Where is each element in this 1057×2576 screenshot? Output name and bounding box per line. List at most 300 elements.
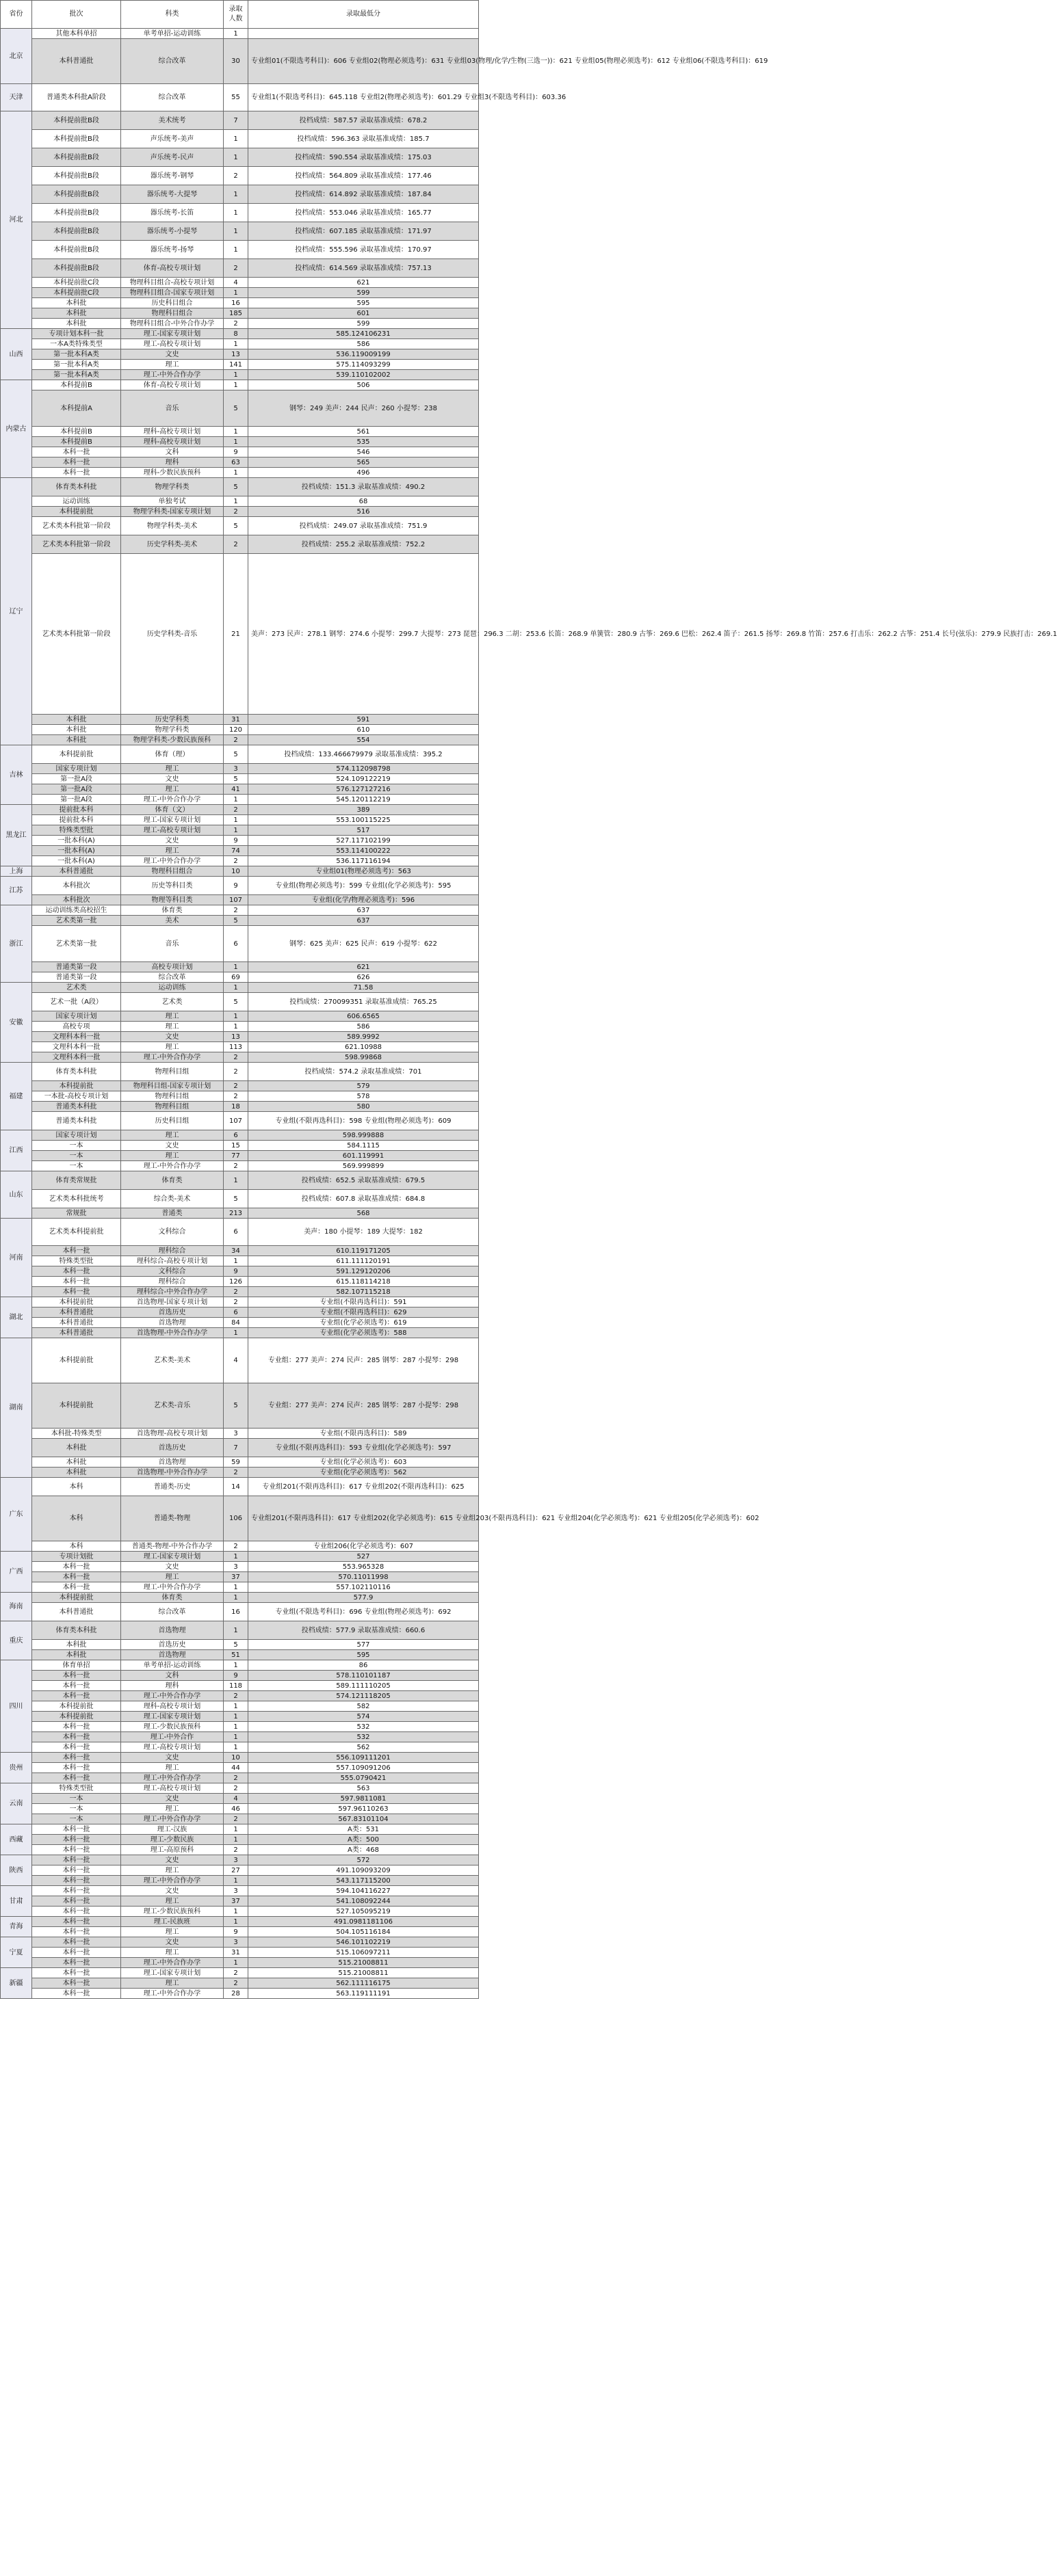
batch-cell: 一本批-高校专项计划 [32, 1091, 121, 1102]
min-score-cell: 投档成绩：553.046 录取基准成绩：165.77 [248, 204, 479, 222]
count-cell: 2 [224, 1063, 248, 1081]
min-score-cell: 536.119009199 [248, 349, 479, 360]
table-row [1, 1855, 479, 1865]
table-row [1, 457, 479, 468]
province-cell: 广西 [1, 1552, 32, 1593]
min-score-cell: 527.105095219 [248, 1907, 479, 1917]
subject-cell: 理工-少数民族预科 [121, 1907, 224, 1917]
batch-cell: 一批本科(A) [32, 856, 121, 866]
table-row [1, 167, 479, 185]
batch-cell: 本科一批 [32, 1886, 121, 1896]
table-row [1, 825, 479, 836]
subject-cell: 理科-少数民族预科 [121, 468, 224, 478]
batch-cell: 本科 [32, 1496, 121, 1541]
min-score-cell: 557.102110116 [248, 1582, 479, 1593]
min-score-cell: 568 [248, 1208, 479, 1219]
min-score-cell: 投档成绩：574.2 录取基准成绩：701 [248, 1063, 479, 1081]
subject-cell: 理工 [121, 1011, 224, 1022]
subject-cell: 美术统考 [121, 111, 224, 130]
count-cell: 1 [224, 1582, 248, 1593]
subject-cell: 理工-中外合作办学 [121, 1691, 224, 1701]
province-cell: 江西 [1, 1130, 32, 1171]
batch-cell: 本科一批 [32, 1671, 121, 1681]
table-row [1, 241, 479, 259]
batch-cell: 一批本科(A) [32, 846, 121, 856]
subject-cell: 综合改革 [121, 84, 224, 111]
subject-cell: 体育-高校专项计划 [121, 259, 224, 278]
count-cell: 1 [224, 288, 248, 298]
count-cell: 2 [224, 1091, 248, 1102]
batch-cell: 本科批 [32, 319, 121, 329]
table-row [1, 427, 479, 437]
min-score-cell: 71.58 [248, 983, 479, 993]
count-cell: 1 [224, 1328, 248, 1338]
table-row [1, 1266, 479, 1277]
count-cell: 1 [224, 222, 248, 241]
table-row [1, 1541, 479, 1552]
table-row [1, 1496, 479, 1541]
count-cell: 1 [224, 1593, 248, 1603]
subject-cell: 理科 [121, 1681, 224, 1691]
count-cell: 3 [224, 1855, 248, 1865]
subject-cell: 理工-汉族 [121, 1824, 224, 1835]
min-score-cell: 580 [248, 1102, 479, 1112]
subject-cell: 理工-国家专项计划 [121, 1968, 224, 1978]
subject-cell: 首选物理-中外合作办学 [121, 1328, 224, 1338]
table-row [1, 1171, 479, 1190]
min-score-cell: 536.117116194 [248, 856, 479, 866]
count-cell: 2 [224, 856, 248, 866]
table-row [1, 111, 479, 130]
min-score-cell: 611.111120191 [248, 1256, 479, 1266]
count-cell: 2 [224, 1968, 248, 1978]
min-score-cell: 610.119171205 [248, 1246, 479, 1256]
subject-cell: 综合改革 [121, 39, 224, 84]
batch-cell: 本科一批 [32, 1582, 121, 1593]
table-row [1, 1927, 479, 1937]
table-row [1, 1835, 479, 1845]
batch-cell: 其他本科单招 [32, 29, 121, 39]
batch-cell: 国家专项计划 [32, 1011, 121, 1022]
subject-cell: 历史学科类 [121, 715, 224, 725]
subject-cell: 理工-民族班 [121, 1917, 224, 1927]
province-cell: 内蒙古 [1, 380, 32, 478]
min-score-cell: 610 [248, 725, 479, 735]
min-score-cell: 589.111110205 [248, 1681, 479, 1691]
table-row [1, 390, 479, 427]
table-row [1, 1917, 479, 1927]
batch-cell: 本科提前批B段 [32, 185, 121, 204]
count-cell: 1 [224, 1660, 248, 1671]
count-cell: 37 [224, 1572, 248, 1582]
table-row [1, 1948, 479, 1958]
subject-cell: 理工-中外合作办学 [121, 1052, 224, 1063]
batch-cell: 本科一批 [32, 1978, 121, 1989]
min-score-cell: 595 [248, 1650, 479, 1660]
subject-cell: 历史科目组合 [121, 298, 224, 308]
min-score-cell: 621 [248, 962, 479, 972]
table-row [1, 1722, 479, 1732]
count-cell: 126 [224, 1277, 248, 1287]
province-cell: 吉林 [1, 745, 32, 805]
count-cell: 107 [224, 1112, 248, 1130]
batch-cell: 本科一批 [32, 1907, 121, 1917]
batch-cell: 本科普通批 [32, 1603, 121, 1621]
table-row [1, 1277, 479, 1287]
table-row [1, 148, 479, 167]
table-row [1, 507, 479, 517]
count-cell: 1 [224, 1742, 248, 1753]
min-score-cell: 562.111116175 [248, 1978, 479, 1989]
subject-cell: 文史 [121, 1562, 224, 1572]
batch-cell: 普通类第一段 [32, 962, 121, 972]
min-score-cell: 578.110101187 [248, 1671, 479, 1681]
min-score-cell: 专业组(不限再选科目)：589 [248, 1429, 479, 1439]
table-row [1, 1562, 479, 1572]
table-row [1, 222, 479, 241]
subject-cell: 理科-高校专项计划 [121, 1701, 224, 1712]
header-batch: 批次 [32, 1, 121, 29]
min-score-cell: 86 [248, 1660, 479, 1671]
table-row [1, 1190, 479, 1208]
table-row [1, 1457, 479, 1468]
batch-cell: 本科批 [32, 1439, 121, 1457]
province-cell: 湖南 [1, 1338, 32, 1478]
min-score-cell: 投档成绩：596.363 录取基准成绩：185.7 [248, 130, 479, 148]
min-score-cell: 576.127127216 [248, 784, 479, 795]
batch-cell: 本科提前批B段 [32, 259, 121, 278]
min-score-cell: 570.11011998 [248, 1572, 479, 1582]
batch-cell: 本科批-特殊类型 [32, 1429, 121, 1439]
subject-cell: 理工-少数民族 [121, 1835, 224, 1845]
table-row [1, 1219, 479, 1246]
table-row [1, 983, 479, 993]
min-score-cell: 545.120112219 [248, 795, 479, 805]
min-score-cell: 595 [248, 298, 479, 308]
count-cell: 1 [224, 1722, 248, 1732]
subject-cell: 理工-中外合作办学 [121, 1814, 224, 1824]
subject-cell: 理工-高校专项计划 [121, 825, 224, 836]
subject-cell: 器乐统考-长笛 [121, 204, 224, 222]
batch-cell: 本科一批 [32, 1246, 121, 1256]
count-cell: 213 [224, 1208, 248, 1219]
table-row [1, 1865, 479, 1876]
province-cell: 河北 [1, 111, 32, 329]
subject-cell: 理工 [121, 360, 224, 370]
table-row [1, 1603, 479, 1621]
subject-cell: 理工-中外合作办学 [121, 370, 224, 380]
min-score-cell: 555.0790421 [248, 1773, 479, 1783]
header-min-score: 录取最低分 [248, 1, 479, 29]
min-score-cell: 美声：180 小提琴：189 大提琴：182 [248, 1219, 479, 1246]
count-cell: 2 [224, 167, 248, 185]
count-cell: 1 [224, 427, 248, 437]
table-row [1, 1287, 479, 1297]
count-cell: 1 [224, 380, 248, 390]
count-cell: 1 [224, 1835, 248, 1845]
min-score-cell: A类：531 [248, 1824, 479, 1835]
province-cell: 广东 [1, 1478, 32, 1552]
table-row [1, 764, 479, 774]
min-score-cell: 615.118114218 [248, 1277, 479, 1287]
count-cell: 1 [224, 825, 248, 836]
count-cell: 1 [224, 1621, 248, 1640]
min-score-cell: A类：500 [248, 1835, 479, 1845]
province-cell: 湖北 [1, 1297, 32, 1338]
table-row [1, 1161, 479, 1171]
subject-cell: 体育（理） [121, 745, 224, 764]
min-score-cell: 553.114100222 [248, 846, 479, 856]
subject-cell: 理工 [121, 1151, 224, 1161]
batch-cell: 本科提前批 [32, 507, 121, 517]
subject-cell: 物理科目组 [121, 1091, 224, 1102]
count-cell: 1 [224, 1701, 248, 1712]
count-cell: 31 [224, 1948, 248, 1958]
subject-cell: 理工-国家专项计划 [121, 329, 224, 339]
subject-cell: 物理学科类-少数民族预科 [121, 735, 224, 745]
count-cell: 84 [224, 1318, 248, 1328]
subject-cell: 理工 [121, 784, 224, 795]
table-row [1, 1063, 479, 1081]
table-row [1, 554, 479, 715]
batch-cell: 本科提前批 [32, 1701, 121, 1712]
count-cell: 2 [224, 1468, 248, 1478]
batch-cell: 本科提前批B段 [32, 148, 121, 167]
subject-cell: 理工-中外合作办学 [121, 1773, 224, 1783]
province-cell: 浙江 [1, 905, 32, 983]
subject-cell: 物理科目组 [121, 1063, 224, 1081]
count-cell: 8 [224, 329, 248, 339]
min-score-cell: 投档成绩：255.2 录取基准成绩：752.2 [248, 535, 479, 554]
table-row [1, 1886, 479, 1896]
batch-cell: 本科提前批 [32, 1383, 121, 1429]
batch-cell: 本科一批 [32, 1968, 121, 1978]
subject-cell: 理工-中外合作 [121, 1732, 224, 1742]
count-cell: 113 [224, 1042, 248, 1052]
count-cell: 5 [224, 916, 248, 926]
count-cell: 2 [224, 1773, 248, 1783]
min-score-cell: 582.107115218 [248, 1287, 479, 1297]
min-score-cell: 491.109093209 [248, 1865, 479, 1876]
table-row [1, 1845, 479, 1855]
province-cell: 天津 [1, 84, 32, 111]
count-cell: 2 [224, 1297, 248, 1307]
province-cell: 黑龙江 [1, 805, 32, 866]
table-row [1, 1660, 479, 1671]
min-score-cell: 553.965328 [248, 1562, 479, 1572]
batch-cell: 一本 [32, 1151, 121, 1161]
batch-cell: 本科一批 [32, 1855, 121, 1865]
min-score-cell: 553.100115225 [248, 815, 479, 825]
count-cell: 2 [224, 805, 248, 815]
table-row [1, 1989, 479, 1999]
count-cell: 1 [224, 468, 248, 478]
table-row [1, 866, 479, 877]
subject-cell: 文史 [121, 1794, 224, 1804]
min-score-cell: 621.10988 [248, 1042, 479, 1052]
table-row [1, 1011, 479, 1022]
subject-cell: 运动训练 [121, 983, 224, 993]
batch-cell: 本科一批 [32, 1835, 121, 1845]
count-cell: 1 [224, 148, 248, 167]
subject-cell: 首选历史 [121, 1640, 224, 1650]
min-score-cell: 506 [248, 380, 479, 390]
subject-cell: 普通类 [121, 1208, 224, 1219]
min-score-cell: 569.999899 [248, 1161, 479, 1171]
batch-cell: 本科提前批B段 [32, 167, 121, 185]
subject-cell: 音乐 [121, 926, 224, 962]
subject-cell: 理科 [121, 457, 224, 468]
subject-cell: 文科综合 [121, 1266, 224, 1277]
min-score-cell: 专业组206(化学必须选考)：607 [248, 1541, 479, 1552]
count-cell: 1 [224, 1732, 248, 1742]
subject-cell: 首选物理-中外合作办学 [121, 1468, 224, 1478]
batch-cell: 体育类常规批 [32, 1171, 121, 1190]
subject-cell: 物理科目组合 [121, 308, 224, 319]
subject-cell: 首选物理-高校专项计划 [121, 1429, 224, 1439]
subject-cell: 文史 [121, 1886, 224, 1896]
min-score-cell: 515.21008811 [248, 1968, 479, 1978]
count-cell: 9 [224, 1671, 248, 1681]
batch-cell: 本科一批 [32, 1753, 121, 1763]
min-score-cell: 579 [248, 1081, 479, 1091]
batch-cell: 文理科本科一批 [32, 1042, 121, 1052]
batch-cell: 本科批 [32, 308, 121, 319]
min-score-cell: 515.21008811 [248, 1958, 479, 1968]
min-score-cell: 68 [248, 496, 479, 507]
batch-cell: 艺术类 [32, 983, 121, 993]
subject-cell: 理工 [121, 764, 224, 774]
batch-cell: 提前批本科 [32, 815, 121, 825]
subject-cell: 理工-中外合作办学 [121, 1876, 224, 1886]
subject-cell: 理工-中外合作办学 [121, 1958, 224, 1968]
min-score-cell: 589.9992 [248, 1032, 479, 1042]
batch-cell: 特殊类型批 [32, 1256, 121, 1266]
count-cell: 34 [224, 1246, 248, 1256]
subject-cell: 理工-高校专项计划 [121, 339, 224, 349]
min-score-cell: 637 [248, 916, 479, 926]
batch-cell: 本科一批 [32, 1865, 121, 1876]
batch-cell: 本科提前B [32, 437, 121, 447]
batch-cell: 本科一批 [32, 1277, 121, 1287]
min-score-cell: 专业组(化学必须选考)：619 [248, 1318, 479, 1328]
subject-cell: 历史等科目类 [121, 877, 224, 895]
batch-cell: 本科普通批 [32, 1307, 121, 1318]
subject-cell: 艺术类 [121, 993, 224, 1011]
count-cell: 3 [224, 1886, 248, 1896]
batch-cell: 体育类本科批 [32, 478, 121, 496]
count-cell: 28 [224, 1989, 248, 1999]
count-cell: 6 [224, 1307, 248, 1318]
subject-cell: 物理科目组 [121, 1102, 224, 1112]
batch-cell: 文理科本科一批 [32, 1052, 121, 1063]
count-cell: 44 [224, 1763, 248, 1773]
table-row [1, 805, 479, 815]
batch-cell: 第一批本科A类 [32, 370, 121, 380]
count-cell: 5 [224, 1383, 248, 1429]
batch-cell: 本科提前批 [32, 1338, 121, 1383]
batch-cell: 专项计划批 [32, 1552, 121, 1562]
table-row [1, 1478, 479, 1496]
count-cell: 1 [224, 185, 248, 204]
subject-cell: 文科 [121, 447, 224, 457]
min-score-cell: 572 [248, 1855, 479, 1865]
min-score-cell: 567.83101104 [248, 1814, 479, 1824]
subject-cell: 物理科目组合-高校专项计划 [121, 278, 224, 288]
batch-cell: 本科提前批 [32, 1712, 121, 1722]
count-cell: 74 [224, 846, 248, 856]
table-row [1, 339, 479, 349]
count-cell: 2 [224, 319, 248, 329]
batch-cell: 艺术类第一批 [32, 916, 121, 926]
subject-cell: 体育类 [121, 1593, 224, 1603]
subject-cell: 理工-高原预科 [121, 1845, 224, 1855]
count-cell: 1 [224, 29, 248, 39]
min-score-cell: 517 [248, 825, 479, 836]
subject-cell: 普通类-物理-中外合作办学 [121, 1541, 224, 1552]
table-row [1, 1552, 479, 1562]
table-row [1, 1318, 479, 1328]
min-score-cell: 598.999888 [248, 1130, 479, 1141]
min-score-cell: 527 [248, 1552, 479, 1562]
batch-cell: 文理科本科一批 [32, 1032, 121, 1042]
min-score-cell: 专业组(化学必须选考)：588 [248, 1328, 479, 1338]
min-score-cell: 投档成绩：577.9 录取基准成绩：660.6 [248, 1621, 479, 1640]
subject-cell: 理工-国家专项计划 [121, 1552, 224, 1562]
batch-cell: 艺术类本科批第一阶段 [32, 517, 121, 535]
table-row [1, 1732, 479, 1742]
count-cell: 2 [224, 1541, 248, 1552]
min-score-cell: 626 [248, 972, 479, 983]
table-row [1, 815, 479, 825]
count-cell: 6 [224, 1219, 248, 1246]
table-row [1, 1640, 479, 1650]
table-row [1, 1052, 479, 1063]
batch-cell: 第一批A段 [32, 774, 121, 784]
table-row [1, 349, 479, 360]
min-score-cell: 594.104116227 [248, 1886, 479, 1896]
count-cell: 2 [224, 1978, 248, 1989]
batch-cell: 本科一批 [32, 1845, 121, 1855]
min-score-cell: 574 [248, 1712, 479, 1722]
batch-cell: 本科一批 [32, 1572, 121, 1582]
table-row [1, 1246, 479, 1256]
subject-cell: 首选物理 [121, 1318, 224, 1328]
count-cell: 2 [224, 1845, 248, 1855]
min-score-cell: 515.106097211 [248, 1948, 479, 1958]
count-cell: 2 [224, 1287, 248, 1297]
min-score-cell: 541.108092244 [248, 1896, 479, 1907]
count-cell: 2 [224, 1783, 248, 1794]
table-row [1, 1130, 479, 1141]
min-score-cell: 565 [248, 457, 479, 468]
province-cell: 新疆 [1, 1968, 32, 1999]
subject-cell: 理科综合 [121, 1277, 224, 1287]
subject-cell: 首选历史 [121, 1307, 224, 1318]
table-row [1, 478, 479, 496]
subject-cell: 综合改革 [121, 972, 224, 983]
subject-cell: 文史 [121, 1937, 224, 1948]
batch-cell: 本科一批 [32, 1742, 121, 1753]
table-row [1, 185, 479, 204]
batch-cell: 本科批 [32, 1468, 121, 1478]
subject-cell: 理科-高校专项计划 [121, 437, 224, 447]
batch-cell: 本科一批 [32, 1937, 121, 1948]
table-row [1, 972, 479, 983]
subject-cell: 历史学科类-美术 [121, 535, 224, 554]
count-cell: 7 [224, 111, 248, 130]
subject-cell: 物理等科目类 [121, 895, 224, 905]
